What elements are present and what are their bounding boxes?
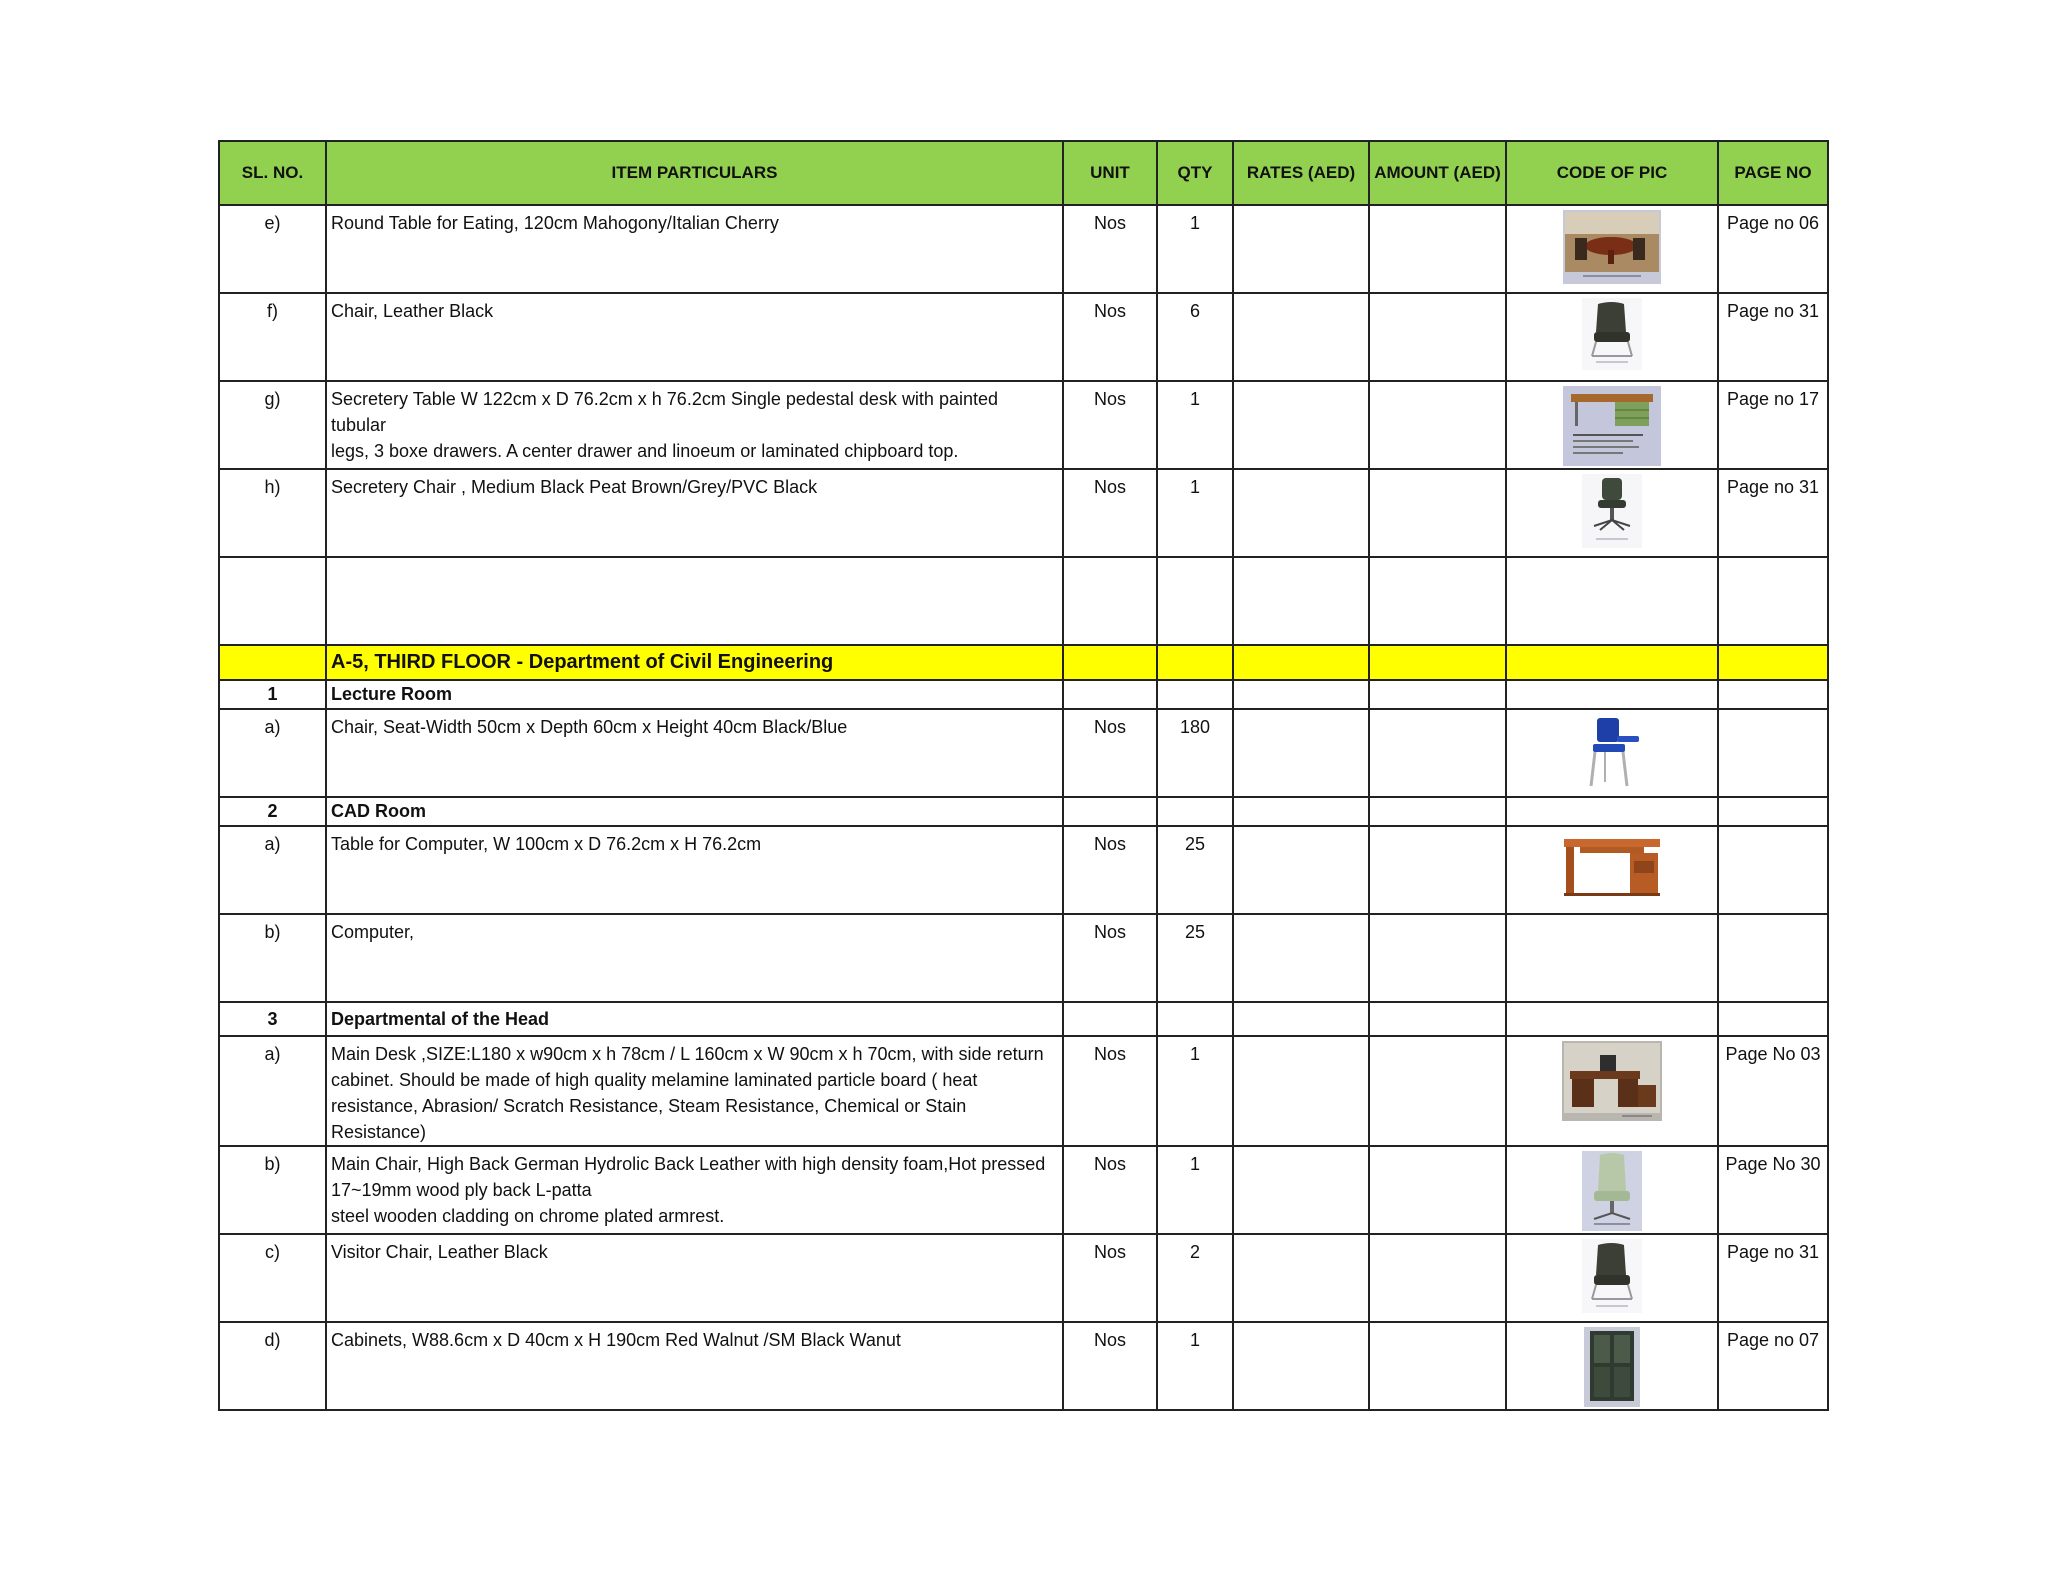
unit-cell: Nos [1063, 1146, 1157, 1234]
table-row [219, 709, 1828, 797]
empty-cell [1157, 680, 1233, 709]
page-no-cell: Page no 31 [1718, 293, 1828, 381]
header-rates: RATES (AED) [1233, 141, 1369, 205]
lecture-chair-photo [1577, 714, 1647, 792]
section-row [219, 797, 1828, 826]
empty-cell [1506, 797, 1718, 826]
empty-cell [219, 557, 326, 645]
empty-cell [1063, 680, 1157, 709]
item-line: 17~19mm wood ply back L-patta [331, 1180, 592, 1200]
page-no-cell: Page No 03 [1718, 1036, 1828, 1146]
qty-cell: 6 [1157, 293, 1233, 381]
amount-cell[interactable] [1369, 826, 1506, 914]
rates-cell[interactable] [1233, 205, 1369, 293]
computer-table-photo [1560, 831, 1664, 901]
visitor-chair-photo [1582, 1239, 1642, 1313]
table-row [219, 1146, 1828, 1234]
empty-cell [1157, 557, 1233, 645]
empty-cell [1506, 680, 1718, 709]
qty-cell: 1 [1157, 1146, 1233, 1234]
empty-cell [1369, 1002, 1506, 1036]
rates-cell[interactable] [1233, 293, 1369, 381]
item-cell: Chair, Leather Black [326, 293, 1063, 381]
item-line: legs, 3 boxe drawers. A center drawer and linoeum or laminated chipboard top. [331, 441, 959, 461]
item-cell: Table for Computer, W 100cm x D 76.2cm x H 76.2cm [326, 826, 1063, 914]
amount-cell[interactable] [1369, 709, 1506, 797]
pic-cell [1506, 1234, 1718, 1322]
qty-cell: 1 [1157, 205, 1233, 293]
sl-no-cell: a) [219, 826, 326, 914]
empty-cell [219, 645, 326, 680]
rates-cell[interactable] [1233, 469, 1369, 557]
sl-no-cell: c) [219, 1234, 326, 1322]
sl-no-cell: f) [219, 293, 326, 381]
section-row [219, 680, 1828, 709]
empty-cell [1233, 680, 1369, 709]
table-row [219, 1036, 1828, 1146]
leather-chair-photo [1582, 298, 1642, 370]
item-line: steel wooden cladding on chrome plated armrest. [331, 1206, 725, 1226]
amount-cell[interactable] [1369, 205, 1506, 293]
table-row [219, 381, 1828, 469]
unit-cell: Nos [1063, 1322, 1157, 1410]
amount-cell[interactable] [1369, 381, 1506, 469]
table-row [219, 469, 1828, 557]
pic-cell [1506, 826, 1718, 914]
table-row [219, 914, 1828, 1002]
item-cell: Computer, [326, 914, 1063, 1002]
page-no-cell: Page No 30 [1718, 1146, 1828, 1234]
header-sl-no: SL. NO. [219, 141, 326, 205]
section-title: Lecture Room [326, 680, 1063, 709]
sl-no-cell: a) [219, 1036, 326, 1146]
qty-cell: 1 [1157, 469, 1233, 557]
qty-cell: 2 [1157, 1234, 1233, 1322]
empty-cell [1233, 645, 1369, 680]
pic-cell [1506, 1036, 1718, 1146]
unit-cell: Nos [1063, 381, 1157, 469]
empty-cell [1506, 557, 1718, 645]
item-cell: Chair, Seat-Width 50cm x Depth 60cm x Height 40cm Black/Blue [326, 709, 1063, 797]
pic-cell [1506, 293, 1718, 381]
item-cell [326, 381, 1063, 469]
rates-cell[interactable] [1233, 826, 1369, 914]
empty-cell [1233, 797, 1369, 826]
amount-cell[interactable] [1369, 1036, 1506, 1146]
boq-table [218, 140, 1829, 1411]
rates-cell[interactable] [1233, 709, 1369, 797]
qty-cell: 25 [1157, 826, 1233, 914]
amount-cell[interactable] [1369, 469, 1506, 557]
sl-no-cell: g) [219, 381, 326, 469]
sl-no-cell: a) [219, 709, 326, 797]
empty-cell [1369, 797, 1506, 826]
page-no-cell: Page no 07 [1718, 1322, 1828, 1410]
header-page-no: PAGE NO [1718, 141, 1828, 205]
floor-title: A-5, THIRD FLOOR - Department of Civil Engineering [326, 645, 1063, 680]
rates-cell[interactable] [1233, 381, 1369, 469]
blank-row [219, 557, 1828, 645]
main-desk-photo [1562, 1041, 1662, 1121]
secretary-chair-photo [1582, 474, 1642, 548]
item-line: Main Desk ,SIZE:L180 x w90cm x h 78cm / L 160cm x W 90cm x h 70cm, with side return [331, 1044, 1044, 1064]
empty-cell [1506, 1002, 1718, 1036]
empty-cell [1233, 557, 1369, 645]
item-cell: Visitor Chair, Leather Black [326, 1234, 1063, 1322]
item-line: resistance, Abrasion/ Scratch Resistance, Steam Resistance, Chemical or Stain Resistance) [331, 1096, 967, 1142]
header-qty: QTY [1157, 141, 1233, 205]
empty-cell [1718, 557, 1828, 645]
item-cell: Round Table for Eating, 120cm Mahogony/Italian Cherry [326, 205, 1063, 293]
empty-cell [1718, 680, 1828, 709]
item-cell: Cabinets, W88.6cm x D 40cm x H 190cm Red Walnut /SM Black Wanut [326, 1322, 1063, 1410]
table-row [219, 1234, 1828, 1322]
empty-cell [1718, 1002, 1828, 1036]
rates-cell[interactable] [1233, 1036, 1369, 1146]
table-row [219, 1322, 1828, 1410]
section-number: 1 [219, 680, 326, 709]
cabinet-photo [1584, 1327, 1640, 1407]
amount-cell[interactable] [1369, 1146, 1506, 1234]
pic-cell [1506, 205, 1718, 293]
header-unit: UNIT [1063, 141, 1157, 205]
amount-cell[interactable] [1369, 1322, 1506, 1410]
sl-no-cell: h) [219, 469, 326, 557]
qty-cell: 1 [1157, 1322, 1233, 1410]
header-row [219, 141, 1828, 205]
qty-cell: 180 [1157, 709, 1233, 797]
empty-cell [1157, 1002, 1233, 1036]
empty-cell [1369, 680, 1506, 709]
pic-cell [1506, 1146, 1718, 1234]
amount-cell[interactable] [1369, 914, 1506, 1002]
section-number: 2 [219, 797, 326, 826]
floor-heading-row [219, 645, 1828, 680]
header-item-particulars: ITEM PARTICULARS [326, 141, 1063, 205]
main-chair-photo [1582, 1151, 1642, 1231]
sl-no-cell: d) [219, 1322, 326, 1410]
section-number: 3 [219, 1002, 326, 1036]
pic-cell [1506, 709, 1718, 797]
item-cell [326, 1146, 1063, 1234]
empty-cell [1157, 645, 1233, 680]
rates-cell[interactable] [1233, 1322, 1369, 1410]
unit-cell: Nos [1063, 1234, 1157, 1322]
page-no-cell: Page no 31 [1718, 469, 1828, 557]
empty-cell [1718, 797, 1828, 826]
secretary-desk-photo [1563, 386, 1661, 466]
empty-cell [1506, 645, 1718, 680]
pic-cell [1506, 1322, 1718, 1410]
round-table-photo [1563, 210, 1661, 284]
page-no-cell [1718, 826, 1828, 914]
empty-cell [1233, 1002, 1369, 1036]
unit-cell: Nos [1063, 1036, 1157, 1146]
header-code-of-pic: CODE OF PIC [1506, 141, 1718, 205]
empty-cell [326, 557, 1063, 645]
item-line: Main Chair, High Back German Hydrolic Back Leather with high density foam,Hot pressed [331, 1154, 1046, 1174]
table-row [219, 826, 1828, 914]
page-no-cell: Page no 06 [1718, 205, 1828, 293]
empty-cell [1063, 557, 1157, 645]
item-cell [326, 1036, 1063, 1146]
qty-cell: 1 [1157, 381, 1233, 469]
unit-cell: Nos [1063, 205, 1157, 293]
empty-cell [1063, 1002, 1157, 1036]
section-title: CAD Room [326, 797, 1063, 826]
unit-cell: Nos [1063, 709, 1157, 797]
rates-cell[interactable] [1233, 914, 1369, 1002]
amount-cell[interactable] [1369, 1234, 1506, 1322]
qty-cell: 25 [1157, 914, 1233, 1002]
pic-cell [1506, 914, 1718, 1002]
amount-cell[interactable] [1369, 293, 1506, 381]
page-no-cell: Page no 17 [1718, 381, 1828, 469]
pic-cell [1506, 469, 1718, 557]
unit-cell: Nos [1063, 914, 1157, 1002]
qty-cell: 1 [1157, 1036, 1233, 1146]
unit-cell: Nos [1063, 826, 1157, 914]
rates-cell[interactable] [1233, 1234, 1369, 1322]
sl-no-cell: b) [219, 1146, 326, 1234]
item-line: Secretery Table W 122cm x D 76.2cm x h 76.2cm Single pedestal desk with painted tubular [331, 389, 999, 435]
empty-cell [1063, 645, 1157, 680]
item-line: cabinet. Should be made of high quality melamine laminated particle board ( heat [331, 1070, 978, 1090]
rates-cell[interactable] [1233, 1146, 1369, 1234]
sl-no-cell: e) [219, 205, 326, 293]
page-no-cell [1718, 914, 1828, 1002]
item-cell: Secretery Chair , Medium Black Peat Brown/Grey/PVC Black [326, 469, 1063, 557]
table-row [219, 205, 1828, 293]
section-row [219, 1002, 1828, 1036]
table-row [219, 293, 1828, 381]
section-title: Departmental of the Head [326, 1002, 1063, 1036]
empty-cell [1157, 797, 1233, 826]
header-amount: AMOUNT (AED) [1369, 141, 1506, 205]
unit-cell: Nos [1063, 293, 1157, 381]
unit-cell: Nos [1063, 469, 1157, 557]
sl-no-cell: b) [219, 914, 326, 1002]
page-no-cell [1718, 709, 1828, 797]
empty-cell [1063, 797, 1157, 826]
page-no-cell: Page no 31 [1718, 1234, 1828, 1322]
empty-cell [1718, 645, 1828, 680]
empty-cell [1369, 645, 1506, 680]
pic-cell [1506, 381, 1718, 469]
empty-cell [1369, 557, 1506, 645]
